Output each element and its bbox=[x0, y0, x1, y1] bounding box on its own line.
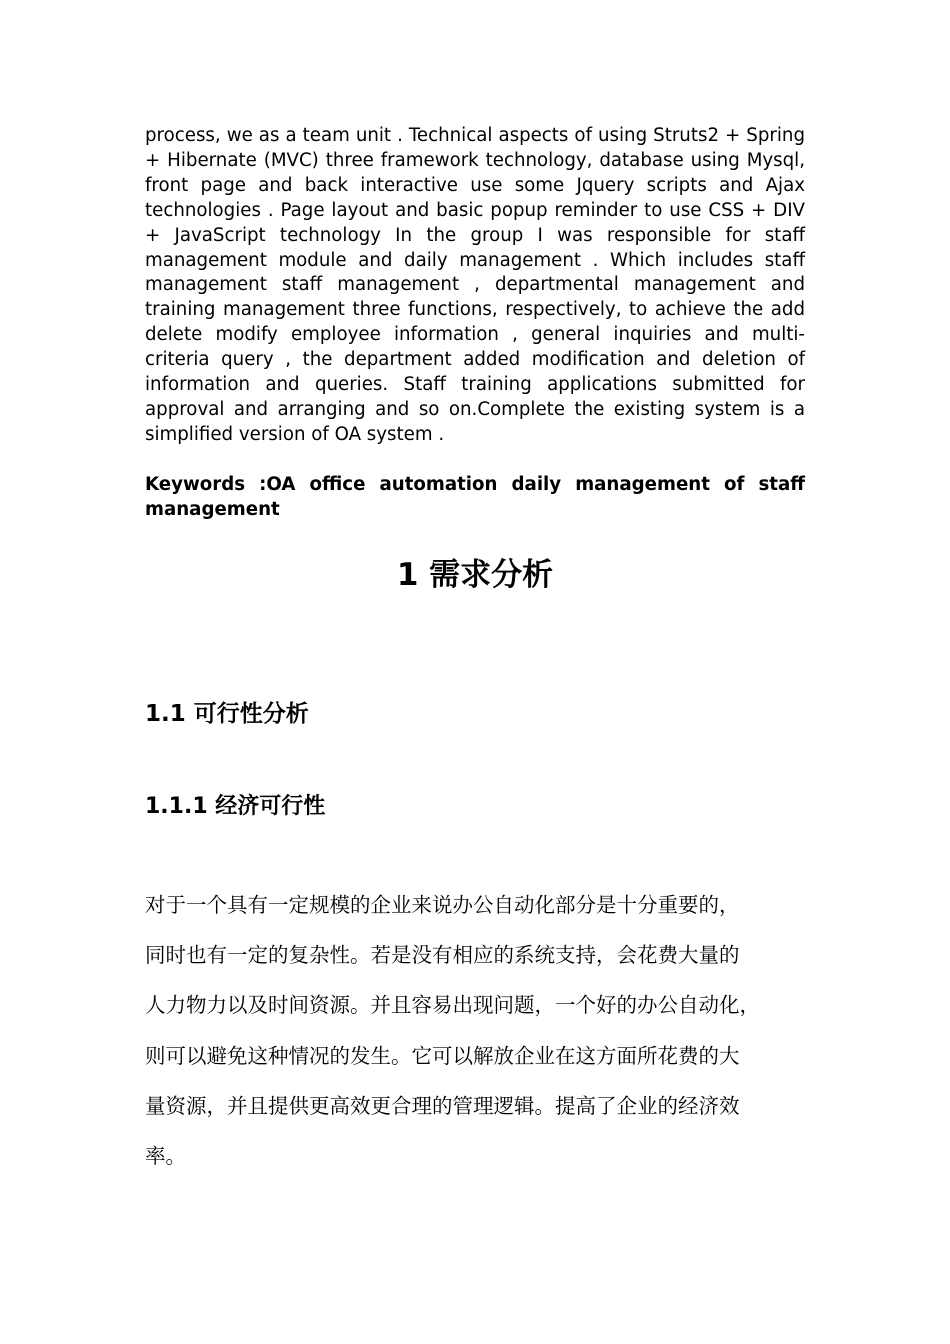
body-paragraph bbox=[145, 880, 825, 1181]
section-heading: 1.1 可行性分析 bbox=[145, 701, 309, 727]
abstract-paragraph: process, we as a team unit . Technical aspects of using Struts2 + Spring + Hibernate (MVC) three framework technology, database using Mysql, front page and back interactive use some Jquery scripts and Ajax technologies . Page layout and basic popup reminder to use CSS + DIV + JavaScript technology In the group I was responsible for staff management module and daily management . Which includes staff management staff management , departmental management and training management three functions, respectively, to achieve the add delete modify employee information , general inquiries and multi- criteria query , the department added modification and deletion of information and queries. Staff training applications submitted for approval and arranging and so on.Complete the existing system is a simplified version of OA system . bbox=[145, 125, 805, 445]
chapter-heading: 1 需求分析 bbox=[396, 557, 554, 593]
body-line: 率。 bbox=[145, 1144, 186, 1169]
body-line: 人力物力以及时间资源。并且容易出现问题，一个好的办公自动化， bbox=[145, 993, 760, 1018]
subsection-heading: 1.1.1 经济可行性 bbox=[145, 794, 326, 819]
keywords-line: Keywords :OA office automation daily management of staff management bbox=[145, 474, 805, 520]
body-line: 量资源，并且提供更高效更合理的管理逻辑。提高了企业的经济效 bbox=[145, 1093, 740, 1118]
body-line: 同时也有一定的复杂性。若是没有相应的系统支持，会花费大量的 bbox=[145, 943, 740, 968]
body-line: 则可以避免这种情况的发生。它可以解放企业在这方面所花费的大 bbox=[145, 1043, 740, 1068]
body-line: 对于一个具有一定规模的企业来说办公自动化部分是十分重要的， bbox=[145, 893, 740, 917]
